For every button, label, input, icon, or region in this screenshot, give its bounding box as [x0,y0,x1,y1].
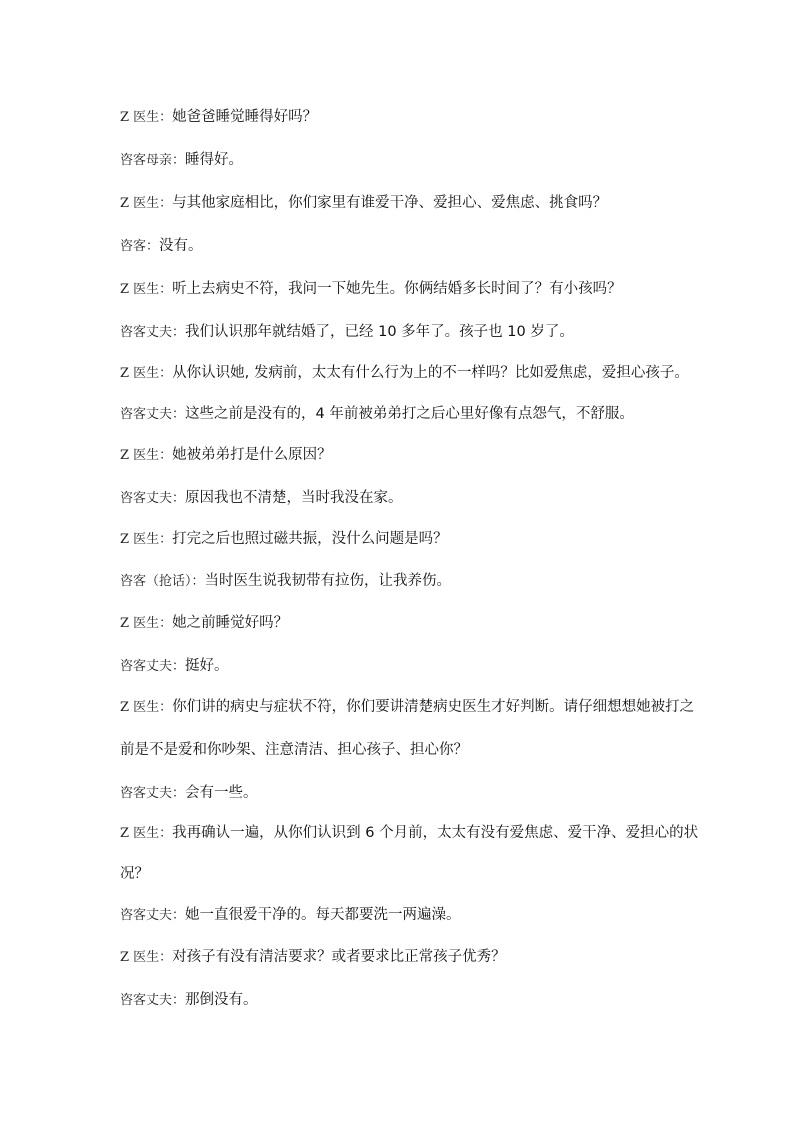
utterance-text: 原因我也不清楚，当时我没在家。 [185,490,403,506]
dialogue-line [120,613,700,634]
utterance-text: 睡得好。 [185,152,244,168]
speaker-label: 咨客丈夫： [120,491,186,506]
dialogue-line [120,107,700,128]
utterance-text: 当时医生说我韧带有拉伤，让我养伤。 [204,573,452,589]
utterance-text: 那倒没有。 [185,992,258,1008]
utterance-text: 从你认识她, 发病前，太太有什么行为上的不一样吗？比如爱焦虑，爱担心孩子。 [172,365,689,381]
dialogue-line [120,236,700,257]
utterance-text: 我们认识那年就结婚了，已经 10 多年了。孩子也 10 岁了。 [185,324,574,340]
utterance-text: 她一直很爱干净的。每天都要洗一两遍澡。 [185,907,461,923]
dialogue-line [120,656,700,677]
speaker-label: Z 医生： [120,366,173,381]
dialogue-line [120,529,700,550]
utterance-text: 会有一些。 [185,785,258,801]
utterance-text: 我再确认一遍，从你们认识到 6 个月前，太太有没有爱焦虑、爱干净、爱担心的状 [172,825,699,841]
speaker-label: Z 医生： [120,826,173,841]
speaker-label: Z 医生： [120,950,173,965]
dialogue-line [120,279,700,300]
utterance-text: 她之前睡觉好吗？ [172,615,289,631]
dialogue-line [120,488,700,509]
dialogue-line [120,363,700,384]
dialogue-line-continuation [120,864,700,885]
utterance-text: 前是不是爱和你吵架、注意清洁、担心孩子、担心你？ [120,742,468,758]
dialogue-line [120,404,700,425]
utterance-text: 况？ [120,866,149,882]
dialogue-line-continuation [120,740,700,761]
utterance-text: 与其他家庭相比，你们家里有谁爱干净、爱担心、爱焦虑、挑食吗？ [172,195,608,211]
speaker-label: 咨客母亲： [120,153,186,168]
dialogue-line [120,905,700,926]
dialogue-line [120,445,700,466]
dialogue-line [120,150,700,171]
dialogue-line [120,322,700,343]
dialogue-line [120,697,700,718]
speaker-label: Z 医生： [120,196,173,211]
dialogue-line [120,947,700,968]
utterance-text: 她被弟弟打是什么原因？ [172,447,332,463]
dialogue-line [120,783,700,804]
dialogue-line [120,990,700,1011]
speaker-label: Z 医生： [120,616,173,631]
speaker-label: Z 医生： [120,448,173,463]
utterance-text: 听上去病史不符，我问一下她先生。你俩结婚多长时间了？有小孩吗？ [172,281,622,297]
speaker-label: 咨客丈夫： [120,908,186,923]
speaker-label: Z 医生： [120,700,173,715]
speaker-label: 咨客丈夫： [120,659,186,674]
utterance-text: 挺好。 [185,658,229,674]
utterance-text: 她爸爸睡觉睡得好吗？ [172,109,318,125]
dialogue-line [120,571,700,592]
utterance-text: 打完之后也照过磁共振，没什么问题是吗？ [172,531,448,547]
speaker-label: 咨客丈夫： [120,407,186,422]
speaker-label: Z 医生： [120,532,173,547]
speaker-label: 咨客丈夫： [120,786,186,801]
utterance-text: 没有。 [159,238,203,254]
speaker-label: 咨客（抢话）： [120,574,205,589]
dialogue-line [120,823,700,844]
speaker-label: 咨客： [120,239,160,254]
dialogue-line [120,193,700,214]
speaker-label: Z 医生： [120,282,173,297]
utterance-text: 对孩子有没有清洁要求？或者要求比正常孩子优秀？ [172,949,506,965]
speaker-label: Z 医生： [120,110,173,125]
utterance-text: 这些之前是没有的，4 年前被弟弟打之后心里好像有点怨气，不舒服。 [185,406,634,422]
speaker-label: 咨客丈夫： [120,993,186,1008]
utterance-text: 你们讲的病史与症状不符，你们要讲清楚病史医生才好判断。请仔细想想她被打之 [172,699,695,715]
speaker-label: 咨客丈夫： [120,325,186,340]
